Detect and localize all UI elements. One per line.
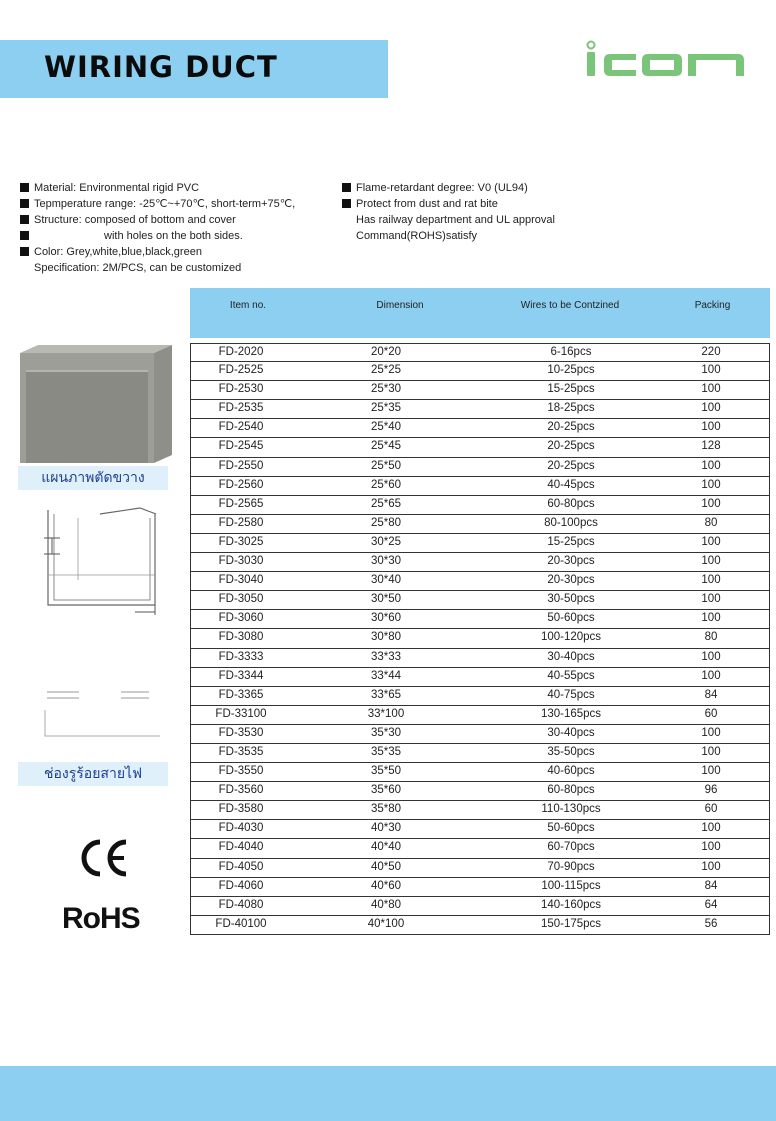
cell-dimension: 33*44 [370, 669, 402, 682]
cell-wires: 60-80pcs [547, 784, 595, 797]
spec-material: Material: Environmental rigid PVC [18, 180, 338, 196]
bullet-icon [342, 183, 351, 192]
cell-packing: 84 [704, 688, 718, 701]
cell-dimension: 40*50 [370, 860, 402, 873]
cell-item-no: FD-3060 [218, 612, 264, 625]
cell-item-no: FD-3030 [218, 555, 264, 568]
spec-specification: Specification: 2M/PCS, can be customized [34, 262, 242, 274]
cell-item-no: FD-3560 [218, 784, 264, 797]
cell-packing: 100 [701, 669, 721, 682]
cell-wires: 110-130pcs [541, 803, 601, 816]
table-row [190, 362, 770, 381]
cell-item-no: FD-3365 [218, 688, 264, 701]
cell-item-no: FD-3040 [218, 574, 264, 587]
cell-packing: 100 [701, 478, 721, 491]
cell-item-no: FD-4030 [218, 822, 264, 835]
cell-item-no: FD-3530 [218, 726, 264, 739]
spec-approval: Has railway department and UL approval [356, 214, 555, 226]
cell-item-no: FD-2535 [218, 402, 264, 415]
cell-dimension: 30*40 [370, 574, 402, 587]
table-row [190, 591, 770, 610]
cell-dimension: 25*25 [370, 364, 402, 377]
table-header [190, 288, 770, 338]
cell-packing: 80 [704, 631, 718, 644]
header-dimension: Dimension [376, 300, 424, 311]
cell-wires: 6-16pcs [550, 346, 592, 358]
cell-item-no: FD-2550 [218, 459, 264, 472]
table-row [190, 668, 770, 687]
table-row [190, 839, 770, 858]
cell-wires: 20-25pcs [547, 459, 595, 472]
header-wires: Wires to be Contzined [520, 300, 620, 311]
bullet-icon [20, 183, 29, 192]
wire-holes-diagram [35, 680, 165, 750]
header-packing: Packing [694, 300, 731, 311]
cell-wires: 70-90pcs [547, 860, 595, 873]
bullet-icon [342, 199, 351, 208]
cell-item-no: FD-3080 [218, 631, 264, 644]
table-row [190, 629, 770, 648]
table-row [190, 763, 770, 782]
cell-item-no: FD-33100 [215, 707, 267, 720]
spec-color: Color: Grey,white,blue,black,green [18, 244, 338, 260]
cell-dimension: 35*60 [370, 784, 402, 797]
table-row [190, 572, 770, 591]
cell-packing: 84 [704, 879, 718, 892]
cell-packing: 64 [704, 898, 718, 911]
cell-dimension: 40*60 [370, 879, 402, 892]
cell-item-no: FD-3025 [218, 535, 264, 548]
cell-wires: 20-25pcs [547, 421, 595, 434]
cell-dimension: 20*20 [370, 346, 402, 358]
cell-wires: 20-25pcs [547, 440, 595, 453]
cell-item-no: FD-4080 [218, 898, 264, 911]
cell-packing: 100 [701, 383, 721, 396]
cell-dimension: 35*50 [370, 765, 402, 778]
table-row [190, 820, 770, 839]
cell-wires: 60-80pcs [547, 497, 595, 510]
cell-packing: 80 [704, 516, 718, 529]
cell-item-no: FD-4050 [218, 860, 264, 873]
spec-structure-cont: with holes on the both sides. [18, 228, 338, 244]
spec-flame: Flame-retardant degree: V0 (UL94) [340, 180, 760, 196]
cell-dimension: 25*60 [370, 478, 402, 491]
icon-logo [578, 36, 748, 88]
spec-list-right [340, 180, 760, 244]
cell-item-no: FD-2530 [218, 383, 264, 396]
table-row [190, 458, 770, 477]
cell-packing: 100 [701, 726, 721, 739]
cell-item-no: FD-2545 [218, 440, 264, 453]
cell-wires: 40-60pcs [547, 765, 595, 778]
cell-dimension: 33*33 [370, 650, 402, 663]
cell-item-no: FD-2020 [218, 346, 264, 358]
cell-dimension: 30*30 [370, 555, 402, 568]
cell-dimension: 33*100 [367, 707, 405, 720]
cell-dimension: 35*80 [370, 803, 402, 816]
cell-wires: 30-40pcs [547, 726, 595, 739]
cell-item-no: FD-3580 [218, 803, 264, 816]
cell-dimension: 25*45 [370, 440, 402, 453]
spec-protect: Protect from dust and rat bite [340, 196, 760, 212]
cell-wires: 18-25pcs [547, 402, 595, 415]
cell-packing: 100 [701, 593, 721, 606]
cell-wires: 35-50pcs [547, 745, 595, 758]
cell-dimension: 25*50 [370, 459, 402, 472]
header-item-no: Item no. [229, 300, 267, 311]
cell-packing: 220 [701, 346, 721, 358]
rohs-mark: RoHS [62, 902, 140, 935]
spec-rohs: Command(ROHS)satisfy [356, 230, 478, 242]
table-row [190, 343, 770, 362]
cell-item-no: FD-2580 [218, 516, 264, 529]
cell-item-no: FD-2565 [218, 497, 264, 510]
cell-wires: 100-115pcs [541, 879, 601, 892]
cell-dimension: 30*50 [370, 593, 402, 606]
cell-wires: 80-100pcs [544, 516, 598, 529]
cell-item-no: FD-2540 [218, 421, 264, 434]
table-row [190, 610, 770, 629]
table-row [190, 744, 770, 763]
cell-wires: 20-30pcs [547, 555, 595, 568]
cell-packing: 100 [701, 745, 721, 758]
page-title: WIRING DUCT [44, 50, 278, 84]
cell-packing: 100 [701, 459, 721, 472]
cell-wires: 150-175pcs [540, 917, 602, 930]
cell-item-no: FD-3535 [218, 745, 264, 758]
cell-item-no: FD-40100 [215, 917, 267, 930]
cell-packing: 100 [701, 841, 721, 854]
bullet-icon [20, 199, 29, 208]
cell-dimension: 33*65 [370, 688, 402, 701]
bullet-icon [20, 215, 29, 224]
cell-packing: 100 [701, 364, 721, 377]
cell-wires: 40-45pcs [547, 478, 595, 491]
cell-item-no: FD-4040 [218, 841, 264, 854]
table-row [190, 381, 770, 400]
cell-item-no: FD-3344 [218, 669, 264, 682]
table-row [190, 477, 770, 496]
table-row [190, 706, 770, 725]
ce-mark-icon [80, 838, 130, 878]
cell-wires: 50-60pcs [547, 612, 595, 625]
table-row [190, 897, 770, 916]
cell-dimension: 35*35 [370, 745, 402, 758]
cell-packing: 100 [701, 860, 721, 873]
cell-item-no: FD-2560 [218, 478, 264, 491]
cell-dimension: 25*30 [370, 383, 402, 396]
cell-item-no: FD-3333 [218, 650, 264, 663]
cell-wires: 130-165pcs [540, 707, 602, 720]
cell-dimension: 30*25 [370, 535, 402, 548]
table-row [190, 916, 770, 935]
cross-section-label: แผนภาพตัดขวาง [18, 466, 168, 490]
cell-packing: 100 [701, 650, 721, 663]
cell-item-no: FD-3550 [218, 765, 264, 778]
spec-table [190, 343, 770, 935]
cell-dimension: 25*65 [370, 497, 402, 510]
table-row [190, 419, 770, 438]
cell-dimension: 40*80 [370, 898, 402, 911]
cell-dimension: 40*30 [370, 822, 402, 835]
table-row [190, 496, 770, 515]
table-row [190, 649, 770, 668]
cell-packing: 100 [701, 421, 721, 434]
cell-dimension: 25*35 [370, 402, 402, 415]
cell-packing: 56 [704, 917, 718, 930]
cell-packing: 96 [704, 784, 718, 797]
table-row [190, 515, 770, 534]
cell-wires: 20-30pcs [547, 574, 595, 587]
cell-wires: 10-25pcs [547, 364, 595, 377]
spec-temperature: Tepmperature range: -25℃~+70℃, short-term+75℃, [18, 196, 338, 212]
cell-wires: 40-75pcs [547, 688, 595, 701]
table-row [190, 438, 770, 457]
cell-wires: 60-70pcs [547, 841, 595, 854]
table-row [190, 859, 770, 878]
cell-dimension: 25*40 [370, 421, 402, 434]
footer-bar [0, 1066, 776, 1121]
cell-packing: 100 [701, 402, 721, 415]
cell-wires: 15-25pcs [547, 535, 595, 548]
duct-photo [20, 345, 172, 463]
table-row [190, 725, 770, 744]
spec-structure: Structure: composed of bottom and cover [18, 212, 338, 228]
cell-wires: 30-50pcs [547, 593, 595, 606]
cell-dimension: 30*60 [370, 612, 402, 625]
table-row [190, 878, 770, 897]
cell-dimension: 25*80 [370, 516, 402, 529]
cross-section-diagram [30, 500, 165, 620]
cell-packing: 100 [701, 612, 721, 625]
cell-packing: 100 [701, 535, 721, 548]
bullet-icon [20, 231, 29, 240]
cell-wires: 100-120pcs [540, 631, 602, 644]
table-row [190, 782, 770, 801]
cell-packing: 128 [701, 440, 721, 453]
cell-wires: 40-55pcs [547, 669, 595, 682]
cell-item-no: FD-3050 [218, 593, 264, 606]
cell-item-no: FD-2525 [218, 364, 264, 377]
cell-item-no: FD-4060 [218, 879, 264, 892]
cell-dimension: 40*40 [370, 841, 402, 854]
cell-packing: 100 [701, 822, 721, 835]
cell-wires: 50-60pcs [547, 822, 595, 835]
table-row [190, 687, 770, 706]
cell-packing: 100 [701, 574, 721, 587]
table-row [190, 534, 770, 553]
bullet-icon [20, 247, 29, 256]
cell-dimension: 40*100 [367, 917, 405, 930]
table-row [190, 801, 770, 820]
cell-packing: 100 [701, 765, 721, 778]
cell-wires: 30-40pcs [547, 650, 595, 663]
wire-holes-label: ช่องรูร้อยสายไฟ [18, 762, 168, 786]
cell-packing: 100 [701, 555, 721, 568]
spec-list-left [18, 180, 338, 276]
cell-wires: 15-25pcs [547, 383, 595, 396]
cell-packing: 60 [704, 707, 718, 720]
table-row [190, 553, 770, 572]
cell-dimension: 30*80 [370, 631, 402, 644]
cell-packing: 100 [701, 497, 721, 510]
cell-dimension: 35*30 [370, 726, 402, 739]
cell-packing: 60 [704, 803, 718, 816]
cell-wires: 140-160pcs [540, 898, 602, 911]
table-row [190, 400, 770, 419]
